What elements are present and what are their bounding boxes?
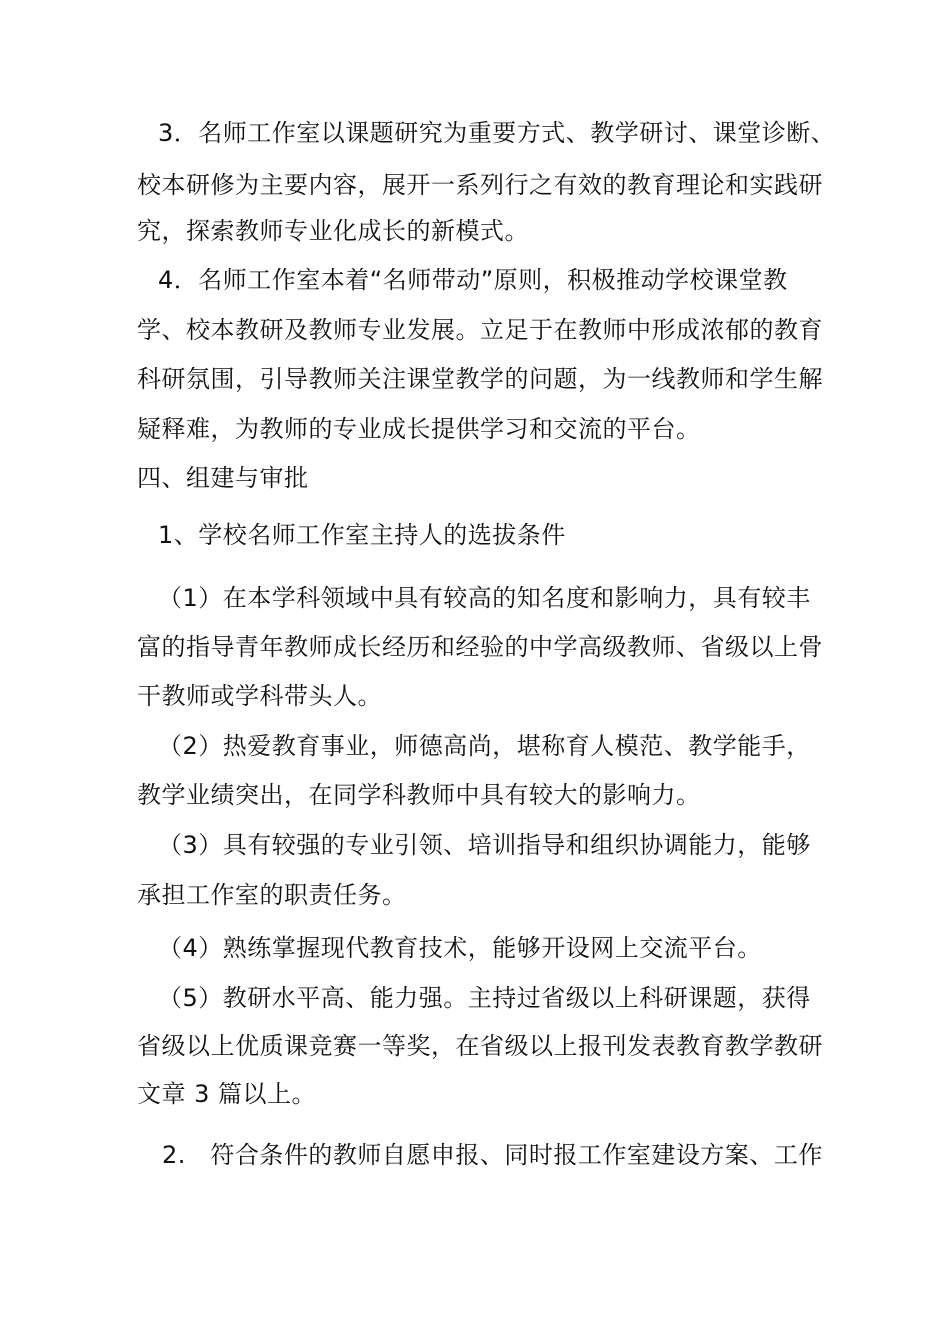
condition-5-line-1: （5）教研水平高、能力强。主持过省级以上科研课题，获得 bbox=[158, 984, 811, 1012]
section-heading-4: 四、组建与审批 bbox=[137, 464, 309, 492]
paragraph-4-line-3: 科研氛围，引导教师关注课堂教学的问题，为一线教师和学生解 bbox=[137, 365, 823, 393]
subsection-heading-1: 1、学校名师工作室主持人的选拔条件 bbox=[158, 521, 566, 549]
condition-5-line-3: 文章 3 篇以上。 bbox=[137, 1080, 317, 1108]
paragraph-4-line-2: 学、校本教研及教师专业发展。立足于在教师中形成浓郁的教育 bbox=[137, 316, 823, 344]
condition-1-line-3: 干教师或学科带头人。 bbox=[137, 682, 382, 710]
condition-2-line-2: 教学业绩突出，在同学科教师中具有较大的影响力。 bbox=[137, 781, 701, 809]
paragraph-3-line-2: 校本研修为主要内容，展开一系列行之有效的教育理论和实践研 bbox=[137, 171, 823, 199]
condition-5-line-2: 省级以上优质课竞赛一等奖，在省级以上报刊发表教育教学教研 bbox=[137, 1032, 823, 1060]
condition-1-line-2: 富的指导青年教师成长经历和经验的中学高级教师、省级以上骨 bbox=[137, 633, 823, 661]
paragraph-3-line-1: 3．名师工作室以课题研究为重要方式、教学研讨、课堂诊断、 bbox=[158, 119, 836, 147]
subsection-2-line-1: 2. 符合条件的教师自愿申报、同时报工作室建设方案、工作 bbox=[162, 1141, 823, 1169]
condition-3-line-2: 承担工作室的职责任务。 bbox=[137, 881, 407, 909]
condition-2-line-1: （2）热爱教育事业，师德高尚，堪称育人模范、教学能手， bbox=[158, 732, 811, 760]
condition-3-line-1: （3）具有较强的专业引领、培训指导和组织协调能力，能够 bbox=[158, 831, 811, 859]
condition-4-line-1: （4）熟练掌握现代教育技术，能够开设网上交流平台。 bbox=[158, 934, 762, 962]
condition-1-line-1: （1）在本学科领域中具有较高的知名度和影响力，具有较丰 bbox=[158, 584, 811, 612]
paragraph-4-line-4: 疑释难，为教师的专业成长提供学习和交流的平台。 bbox=[137, 415, 701, 443]
paragraph-4-line-1: 4．名师工作室本着“名师带动”原则，积极推动学校课堂教 bbox=[158, 266, 788, 294]
paragraph-3-line-3: 究，探索教师专业化成长的新模式。 bbox=[137, 217, 529, 245]
